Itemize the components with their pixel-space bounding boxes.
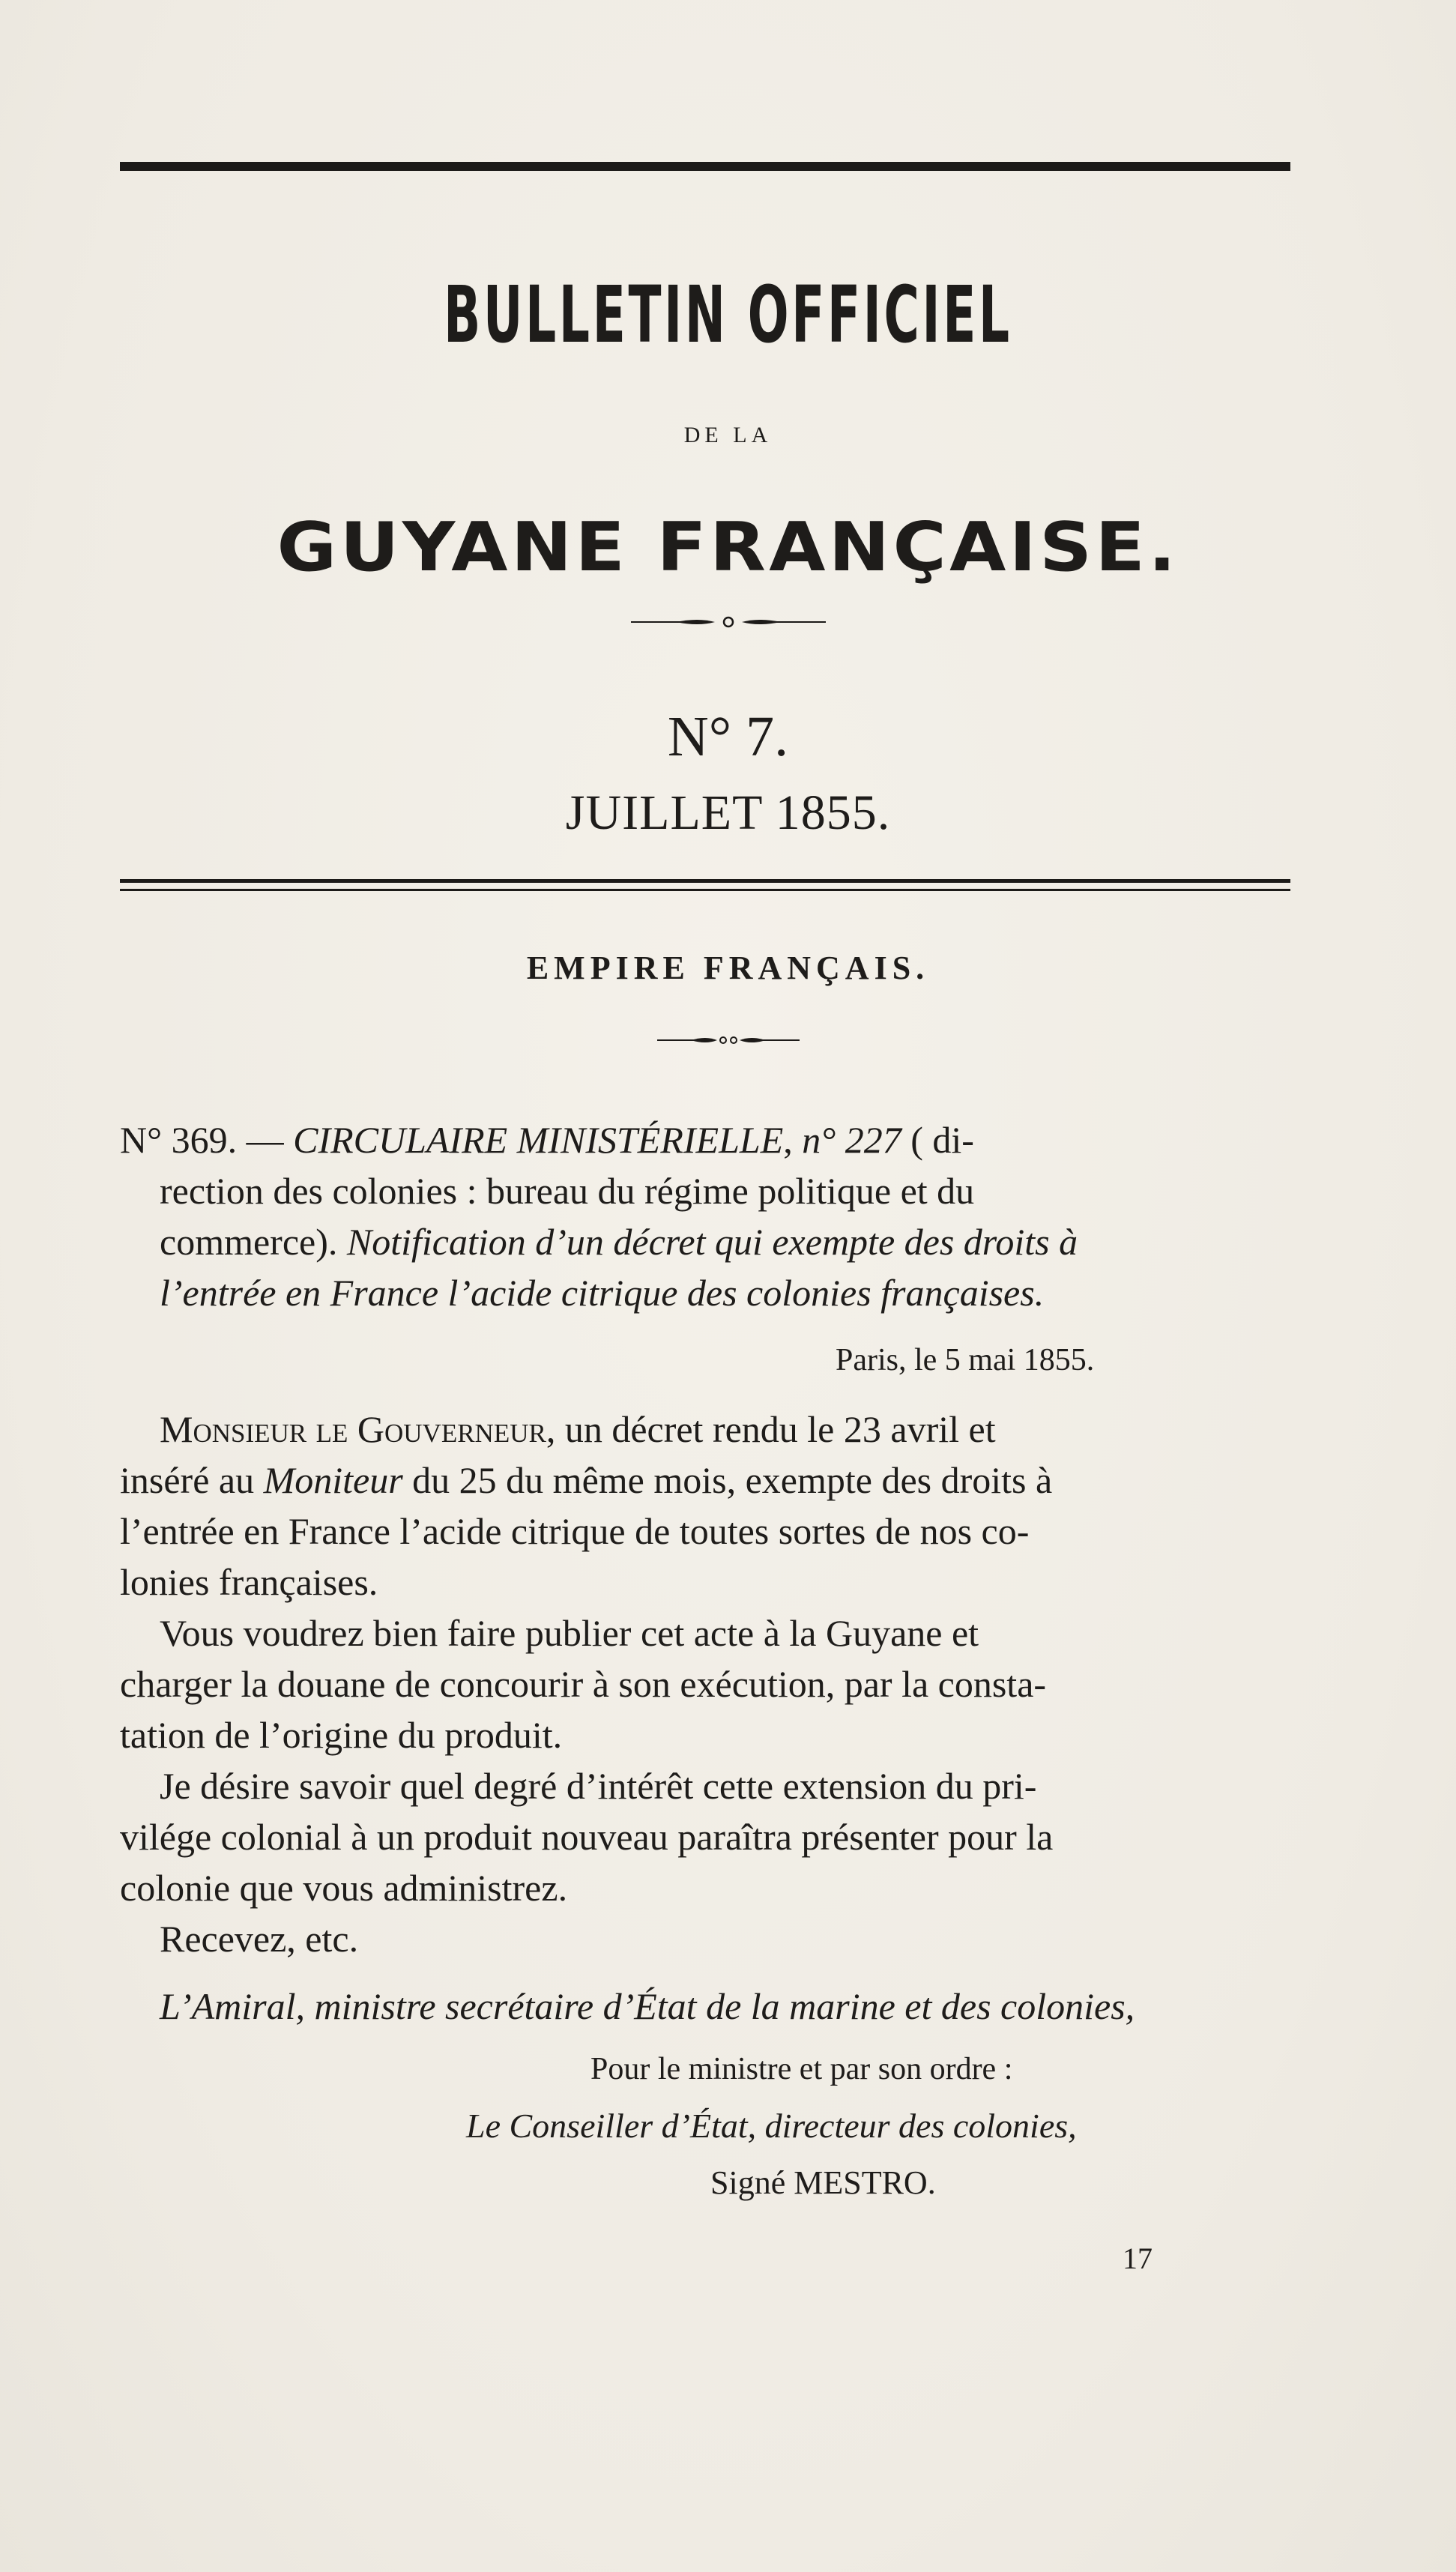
- section-rule-thick: [120, 879, 1290, 883]
- signature-line-4: Signé MESTRO.: [710, 2164, 936, 2201]
- article-heading-line2: rection des colonies : bureau du régime politique et du: [160, 1170, 975, 1212]
- ornament-small-icon: [657, 1033, 800, 1048]
- article-number: N° 369. —: [120, 1119, 294, 1161]
- top-rule: [120, 162, 1290, 171]
- body-line-10: colonie que vous administrez.: [120, 1867, 568, 1909]
- section-heading: EMPIRE FRANÇAIS.: [526, 950, 930, 986]
- issue-number: N° 7.: [667, 705, 789, 768]
- issue-date: JUILLET 1855.: [565, 785, 891, 840]
- body-line-2: [120, 1455, 1052, 1505]
- body-line-2-a: inséré au: [120, 1459, 264, 1501]
- body-line-9: vilége colonial à un produit nouveau paraîtra présenter pour la: [120, 1816, 1054, 1858]
- body-line-1: [160, 1404, 996, 1454]
- signature-line-3: Le Conseiller d’État, directeur des colonies,: [466, 2107, 1077, 2145]
- moniteur-title: Moniteur: [263, 1459, 403, 1501]
- salutation: Monsieur le Gouverneur: [160, 1408, 546, 1450]
- place-date: Paris, le 5 mai 1855.: [836, 1343, 1095, 1377]
- ornament-divider-small: [0, 1033, 1456, 1048]
- signature-line-1: L’Amiral, ministre secrétaire d’État de la marine et des colonies,: [160, 1985, 1135, 2027]
- title-connector: DE LA: [683, 423, 773, 447]
- ornament-flourish-icon: [631, 613, 826, 631]
- body-line-5: Vous voudrez bien faire publier cet acte à la Guyane et: [160, 1612, 979, 1654]
- article-heading-line1: [120, 1115, 974, 1165]
- article-subject-line1: Notification d’un décret qui exempte des droits à: [346, 1221, 1078, 1263]
- page-number: 17: [1123, 2242, 1153, 2275]
- body-line-6: charger la douane de concourir à son exécution, par la consta-: [120, 1663, 1047, 1705]
- ornament-divider: [0, 613, 1456, 631]
- article-ref-separator: ,: [783, 1119, 803, 1161]
- signature-line-2: Pour le ministre et par son ordre :: [590, 2052, 1013, 2086]
- article-subject-line2: l’entrée en France l’acide citrique des colonies françaises.: [160, 1272, 1045, 1314]
- article-heading-line3-normal: commerce).: [160, 1221, 347, 1263]
- body-line-11: Recevez, etc.: [160, 1918, 359, 1960]
- bulletin-title: BULLETIN OFFICIEL: [444, 269, 1012, 360]
- section-rule-thin: [120, 889, 1290, 891]
- colony-title-text: GUYANE FRANÇAISE.: [277, 508, 1179, 587]
- article-ref: n° 227: [802, 1119, 901, 1161]
- article-type: CIRCULAIRE MINISTÉRIELLE: [293, 1119, 784, 1161]
- article-heading-rest: ( di-: [901, 1119, 974, 1161]
- body-line-3: l’entrée en France l’acide citrique de toutes sortes de nos co-: [120, 1510, 1030, 1552]
- article-heading-line3: [160, 1217, 1078, 1267]
- body-line-8: Je désire savoir quel degré d’intérêt cette extension du pri-: [160, 1765, 1037, 1807]
- body-line-1-rest: , un décret rendu le 23 avril et: [546, 1408, 996, 1450]
- colony-title: [0, 507, 1456, 589]
- body-line-4: lonies françaises.: [120, 1561, 378, 1603]
- body-line-2-b: du 25 du même mois, exempte des droits à: [402, 1459, 1053, 1501]
- body-line-7: tation de l’origine du produit.: [120, 1714, 563, 1756]
